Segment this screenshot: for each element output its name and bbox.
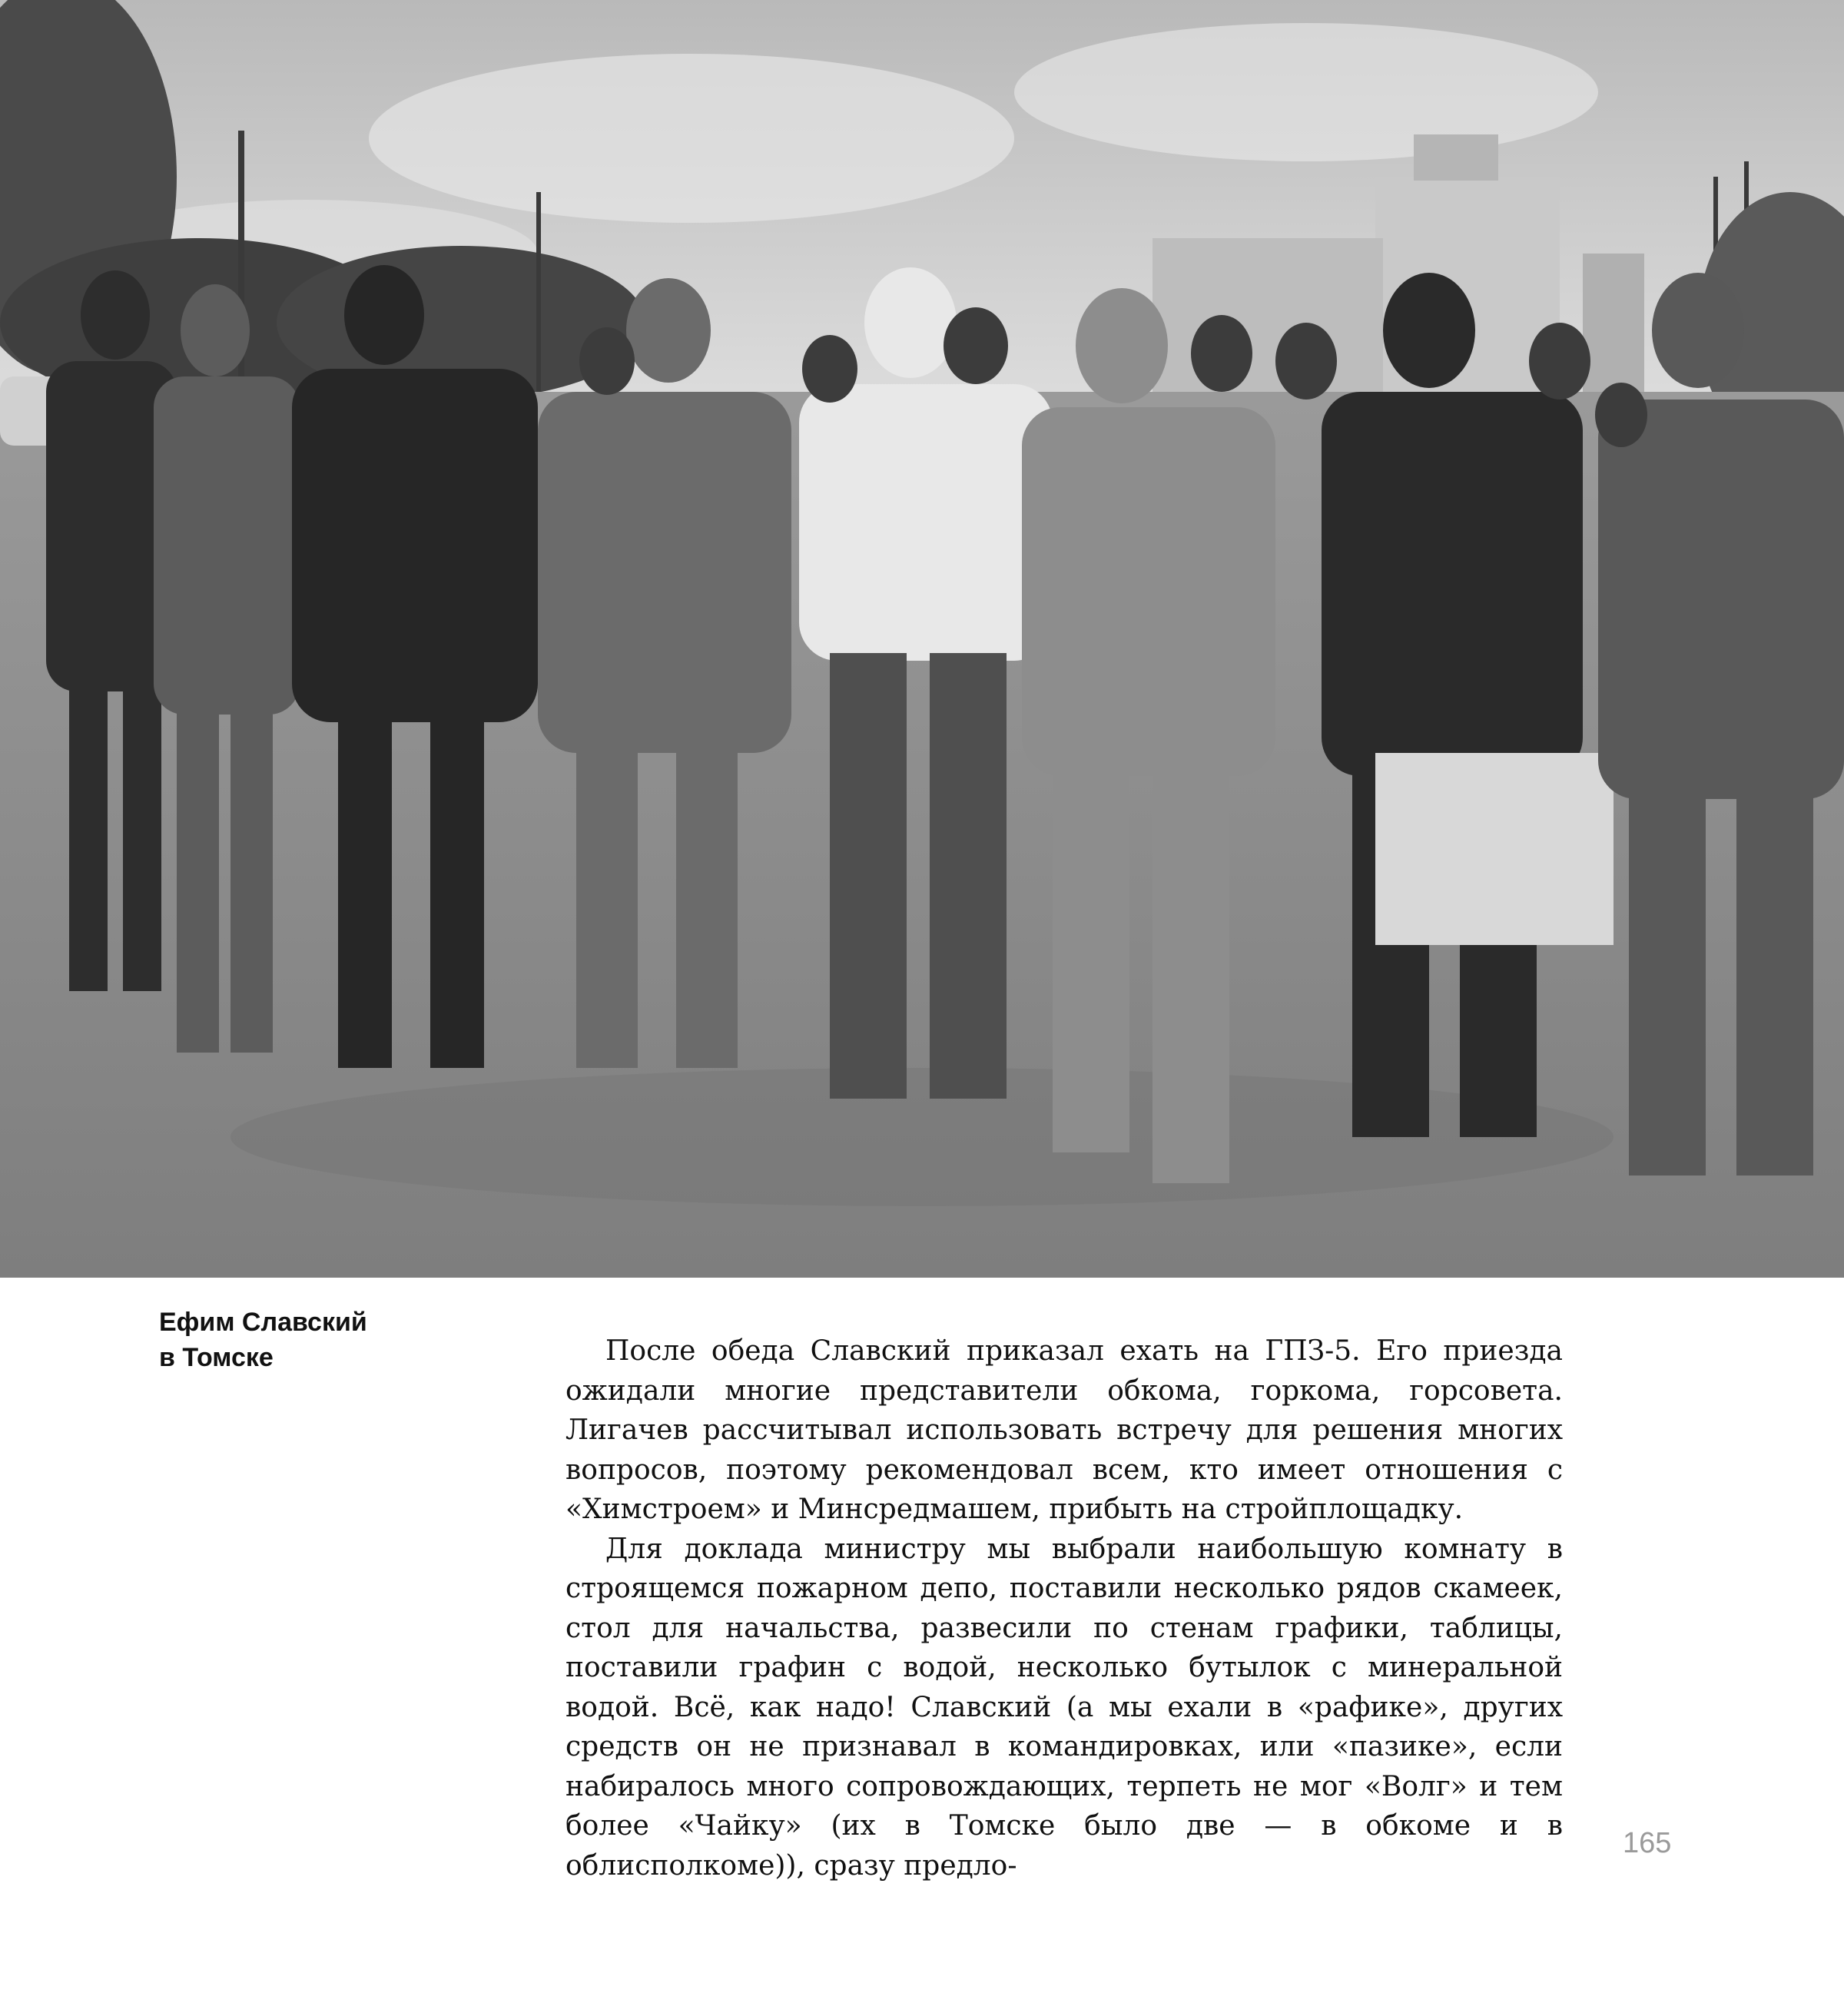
caption-line-2: в Томске bbox=[159, 1343, 274, 1372]
caption-line-1: Ефим Славский bbox=[159, 1308, 367, 1337]
photo-caption bbox=[159, 1305, 482, 1375]
paragraph-1: После обеда Славский приказал ехать на ГПЗ-5. Его приезда ожидали многие представители обкома, горкома, горсовета. Лигачев рассчитывал использовать встречу для решения многих вопросов, поэтому рекомендовал всем, кто имеет отношения с «Химстроем» и Минсредмашем, прибыть на стройплощадку. bbox=[565, 1335, 1563, 1525]
page-number: 165 bbox=[1623, 1827, 1672, 1859]
body-text bbox=[565, 1331, 1563, 1885]
paragraph-2: Для доклада министру мы выбрали наибольшую комнату в строящемся пожарном депо, поставили несколько рядов скамеек, стол для начальства, развесили по стенам графики, таблицы, поставили графин с водой, несколько бутылок с минеральной водой. Всё, как надо! Славский (а мы ехали в «рафике», других средств он не признавал в командировках, или «пазике», если набиралось много сопровождающих, терпеть не мог «Волг» и тем более «Чайку» (их в Томске было две — в обкоме и в облисполкоме)), сразу предло- bbox=[565, 1533, 1563, 1882]
